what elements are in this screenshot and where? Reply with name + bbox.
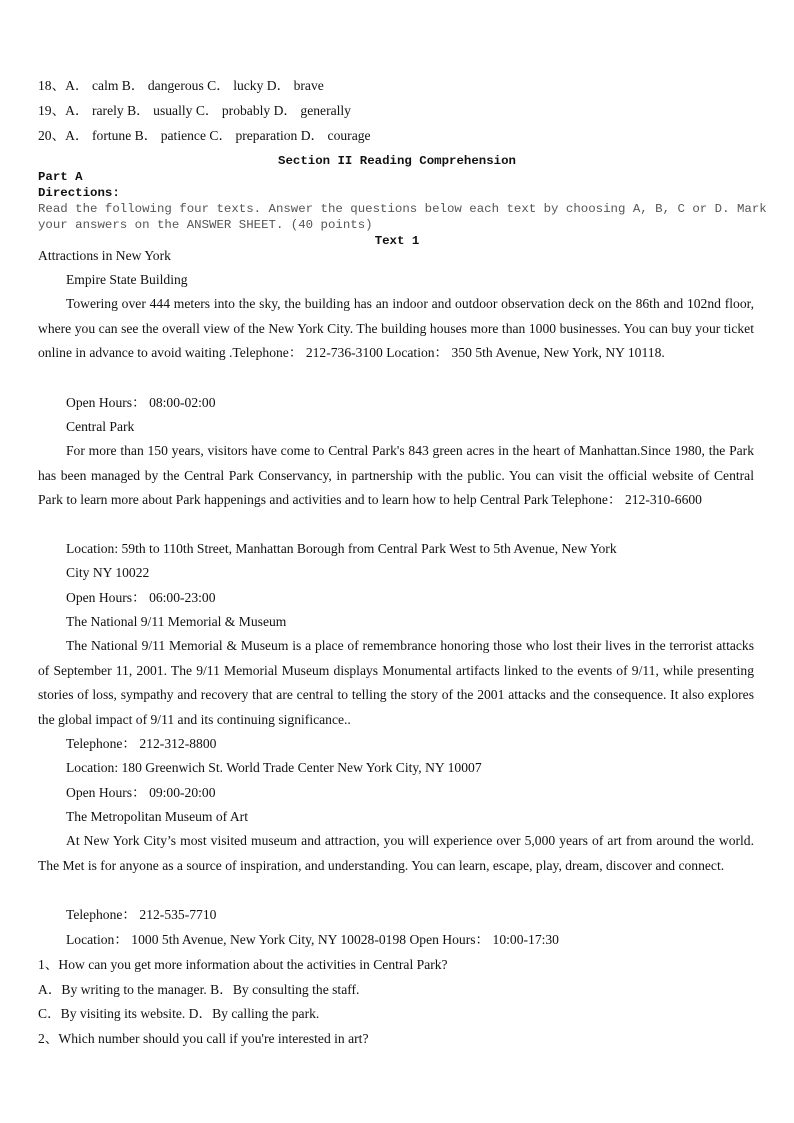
directions-text-line1: Read the following four texts. Answer the questions below each text by choosing A, B, C or D. Mark xyxy=(38,202,767,216)
question-18-options: 18、A． calm B． dangerous C． lucky D． brave xyxy=(38,78,324,93)
park-paragraph xyxy=(38,439,754,513)
met-telephone: Telephone： 212-535-7710 xyxy=(66,907,217,922)
park-location-line1: Location: 59th to 110th Street, Manhattan Borough from Central Park West to 5th Avenue, New York xyxy=(66,541,617,556)
directions-text-line2: your answers on the ANSWER SHEET. (40 points) xyxy=(38,218,373,232)
memorial-paragraph xyxy=(38,634,754,732)
question-20-options: 20、A． fortune B． patience C． preparation D． courage xyxy=(38,128,371,143)
directions-label: Directions: xyxy=(38,186,120,200)
question-1-stem: 1、How can you get more information about the activities in Central Park? xyxy=(38,957,448,972)
question-2-stem: 2、Which number should you call if you're interested in art? xyxy=(38,1031,369,1046)
met-paragraph xyxy=(38,829,754,878)
park-hours: Open Hours： 06:00-23:00 xyxy=(66,590,216,605)
passage-title: Attractions in New York xyxy=(38,248,171,263)
question-19-options: 19、A． rarely B． usually C． probably D． generally xyxy=(38,103,351,118)
memorial-heading: The National 9/11 Memorial & Museum xyxy=(66,614,287,629)
memorial-body: The National 9/11 Memorial & Museum is a place of remembrance honoring those who lost their lives in the terrorist attacks of September 11, 2001. The 9/11 Memorial Museum displays Monumental artifacts linked to the events of 9/11, while presenting stories of loss, sympathy and recovery that are central to telling the story of the 2001 attacks and the consequence. It also explores the global impact of 9/11 and its continuing significance.. xyxy=(38,638,754,727)
park-body: For more than 150 years, visitors have come to Central Park's 843 green acres in the heart of Manhattan.Since 1980, the Park has been managed by the Central Park Conservancy, in partnership with the public. You can visit the official website of Central Park to learn more about Park happenings and activities and to learn how to help Central Park Telephone： 212-310-6600 xyxy=(38,443,754,508)
text-title: Text 1 xyxy=(374,234,420,248)
part-label: Part A xyxy=(38,170,83,184)
question-1-options-ab: A．By writing to the manager. B．By consulting the staff. xyxy=(38,982,360,997)
memorial-hours: Open Hours： 09:00-20:00 xyxy=(66,785,216,800)
empire-heading: Empire State Building xyxy=(66,272,188,287)
empire-hours: Open Hours： 08:00-02:00 xyxy=(66,395,216,410)
memorial-location: Location: 180 Greenwich St. World Trade Center New York City, NY 10007 xyxy=(66,760,482,775)
met-location-hours: Location： 1000 5th Avenue, New York City, NY 10028-0198 Open Hours： 10:00-17:30 xyxy=(66,932,559,947)
memorial-telephone: Telephone： 212-312-8800 xyxy=(66,736,217,751)
met-body: At New York City’s most visited museum and attraction, you will experience over 5,000 years of art from around the world. The Met is for anyone as a source of inspiration, and understanding. You can learn, escape, play, dream, discover and connect. xyxy=(38,833,754,873)
question-1-options-cd: C．By visiting its website. D．By calling the park. xyxy=(38,1006,320,1021)
met-heading: The Metropolitan Museum of Art xyxy=(66,809,248,824)
park-heading: Central Park xyxy=(66,419,135,434)
empire-paragraph xyxy=(38,292,754,366)
park-location-line2: City NY 10022 xyxy=(66,565,150,580)
section-title: Section II Reading Comprehension xyxy=(278,154,516,168)
empire-body: Towering over 444 meters into the sky, the building has an indoor and outdoor observation deck on the 86th and 102nd floor, where you can see the overall view of the New York City. The building houses more than 1000 businesses. You can buy your ticket online in advance to avoid waiting .Telephone： 212-736-3100 Location： 350 5th Avenue, New York, NY 10118. xyxy=(38,296,754,361)
